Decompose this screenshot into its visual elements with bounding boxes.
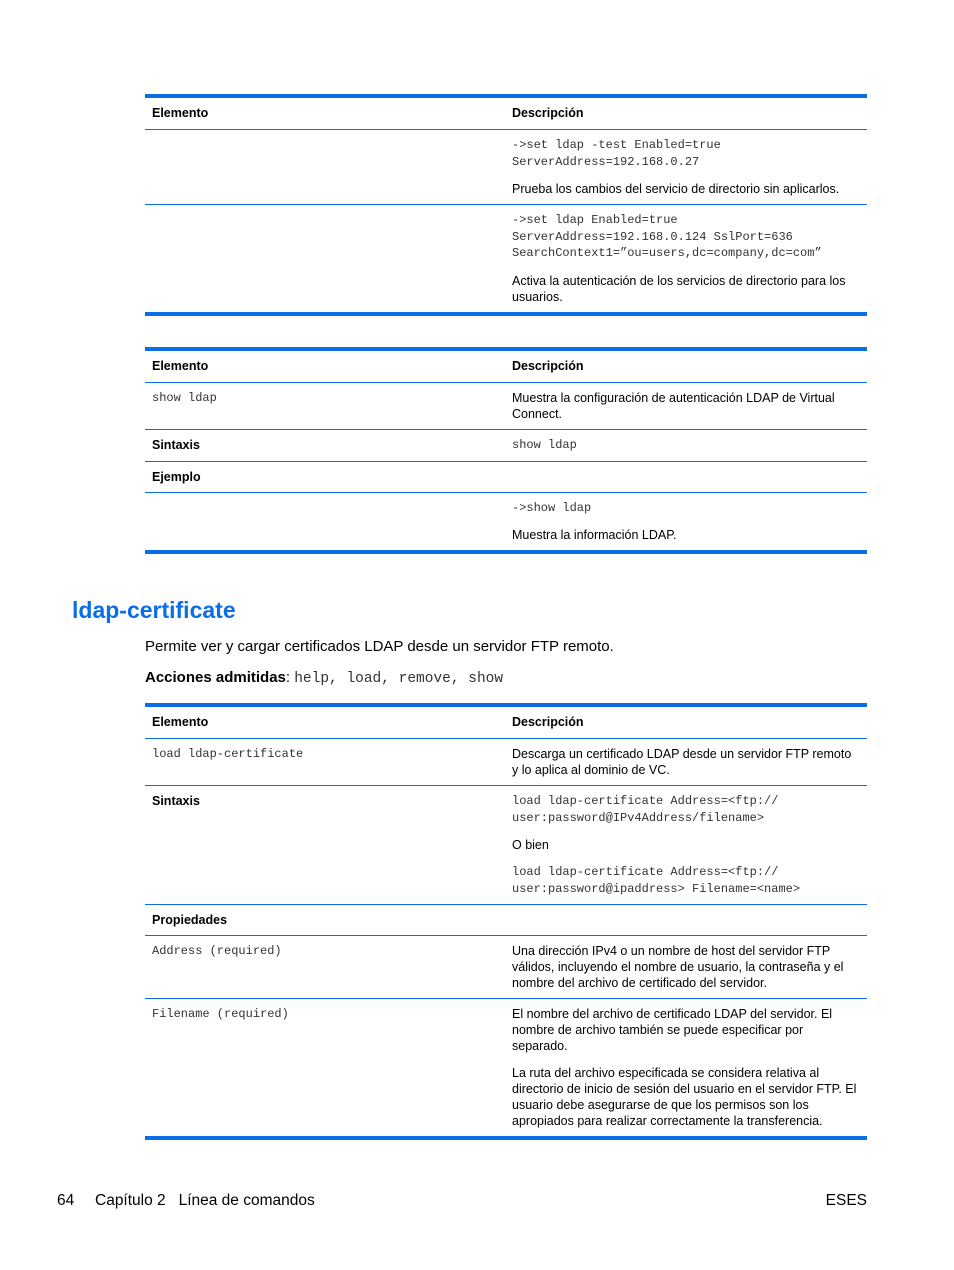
code-example: ->set ldap Enabled=true ServerAddress=192.168.0.124 SslPort=636 SearchContext1=”ou=users,dc=company,dc=com”	[512, 213, 822, 260]
table-show-ldap	[145, 347, 867, 554]
section-intro: Permite ver y cargar certificados LDAP desde un servidor FTP remoto.	[145, 638, 614, 655]
chapter-title: Capítulo 2 Línea de comandos	[95, 1192, 315, 1209]
table-row	[145, 492, 867, 551]
table-row	[145, 383, 867, 429]
header-descripcion: Descripción	[512, 106, 584, 120]
table-row	[145, 461, 867, 492]
row-description: Muestra la configuración de autenticación LDAP de Virtual Connect.	[512, 391, 835, 421]
row-label-sintaxis: Sintaxis	[152, 438, 200, 452]
row-description: El nombre del archivo de certificado LDAP del servidor. El nombre de archivo también se puede especificar por separado.	[512, 1007, 833, 1053]
header-elemento: Elemento	[152, 359, 209, 373]
supported-actions: Acciones admitidas: help, load, remove, show	[145, 669, 504, 687]
actions-list: help, load, remove, show	[294, 671, 504, 687]
row-description: Activa la autenticación de los servicios de directorio para los usuarios.	[512, 273, 846, 304]
table-row	[145, 904, 867, 935]
section-title: ldap-certificate	[72, 597, 236, 623]
header-descripcion: Descripción	[512, 359, 584, 373]
syntax-or: O bien	[512, 838, 549, 852]
table-ldap-certificate	[145, 703, 867, 1140]
language-code: ESES	[825, 1192, 867, 1209]
table-header	[145, 707, 867, 739]
header-descripcion: Descripción	[512, 715, 584, 729]
row-item: load ldap-certificate	[152, 747, 304, 761]
syntax-code: show ldap	[512, 438, 577, 452]
table-header	[145, 351, 867, 383]
table-row	[145, 130, 867, 204]
row-description-note: La ruta del archivo especificada se considera relativa al directorio de inicio de sesión del usuario en el servidor FTP. El usuario debe asegurarse de que los permisos son los apropiados para realizar correctamente la transferencia.	[512, 1066, 857, 1128]
page-number: 64	[57, 1192, 75, 1209]
syntax-code-alt: load ldap-certificate Address=<ftp:// user:password@ipaddress> Filename=<name>	[512, 865, 801, 896]
header-elemento: Elemento	[152, 106, 209, 120]
table-row	[145, 935, 867, 998]
table-row	[145, 785, 867, 904]
table-row	[145, 429, 867, 461]
row-label-sintaxis: Sintaxis	[152, 794, 200, 808]
code-example: ->show ldap	[512, 500, 592, 515]
actions-label: Acciones admitidas	[145, 669, 286, 686]
table-row	[145, 204, 867, 312]
header-elemento: Elemento	[152, 715, 209, 729]
table-row	[145, 739, 867, 785]
row-label-ejemplo: Ejemplo	[152, 469, 201, 484]
syntax-code: load ldap-certificate Address=<ftp:// user:password@IPv4Address/filename>	[512, 794, 779, 825]
table-header	[145, 98, 867, 130]
row-item: show ldap	[152, 391, 217, 405]
table-row	[145, 998, 867, 1136]
row-item: Filename (required)	[152, 1007, 289, 1021]
code-example: ->set ldap -test Enabled=true ServerAddress=192.168.0.27	[512, 138, 721, 169]
row-label-propiedades: Propiedades	[152, 913, 228, 927]
row-item: Address (required)	[152, 944, 282, 958]
row-description: Descarga un certificado LDAP desde un servidor FTP remoto y lo aplica al dominio de VC.	[512, 747, 852, 777]
row-description: Muestra la información LDAP.	[512, 528, 677, 542]
row-description: Una dirección IPv4 o un nombre de host del servidor FTP válidos, incluyendo el nombre de usuario, la contraseña y el nombre del archivo de certificado del servidor.	[512, 944, 844, 990]
row-description: Prueba los cambios del servicio de directorio sin aplicarlos.	[512, 182, 840, 196]
table-set-ldap	[145, 94, 867, 316]
